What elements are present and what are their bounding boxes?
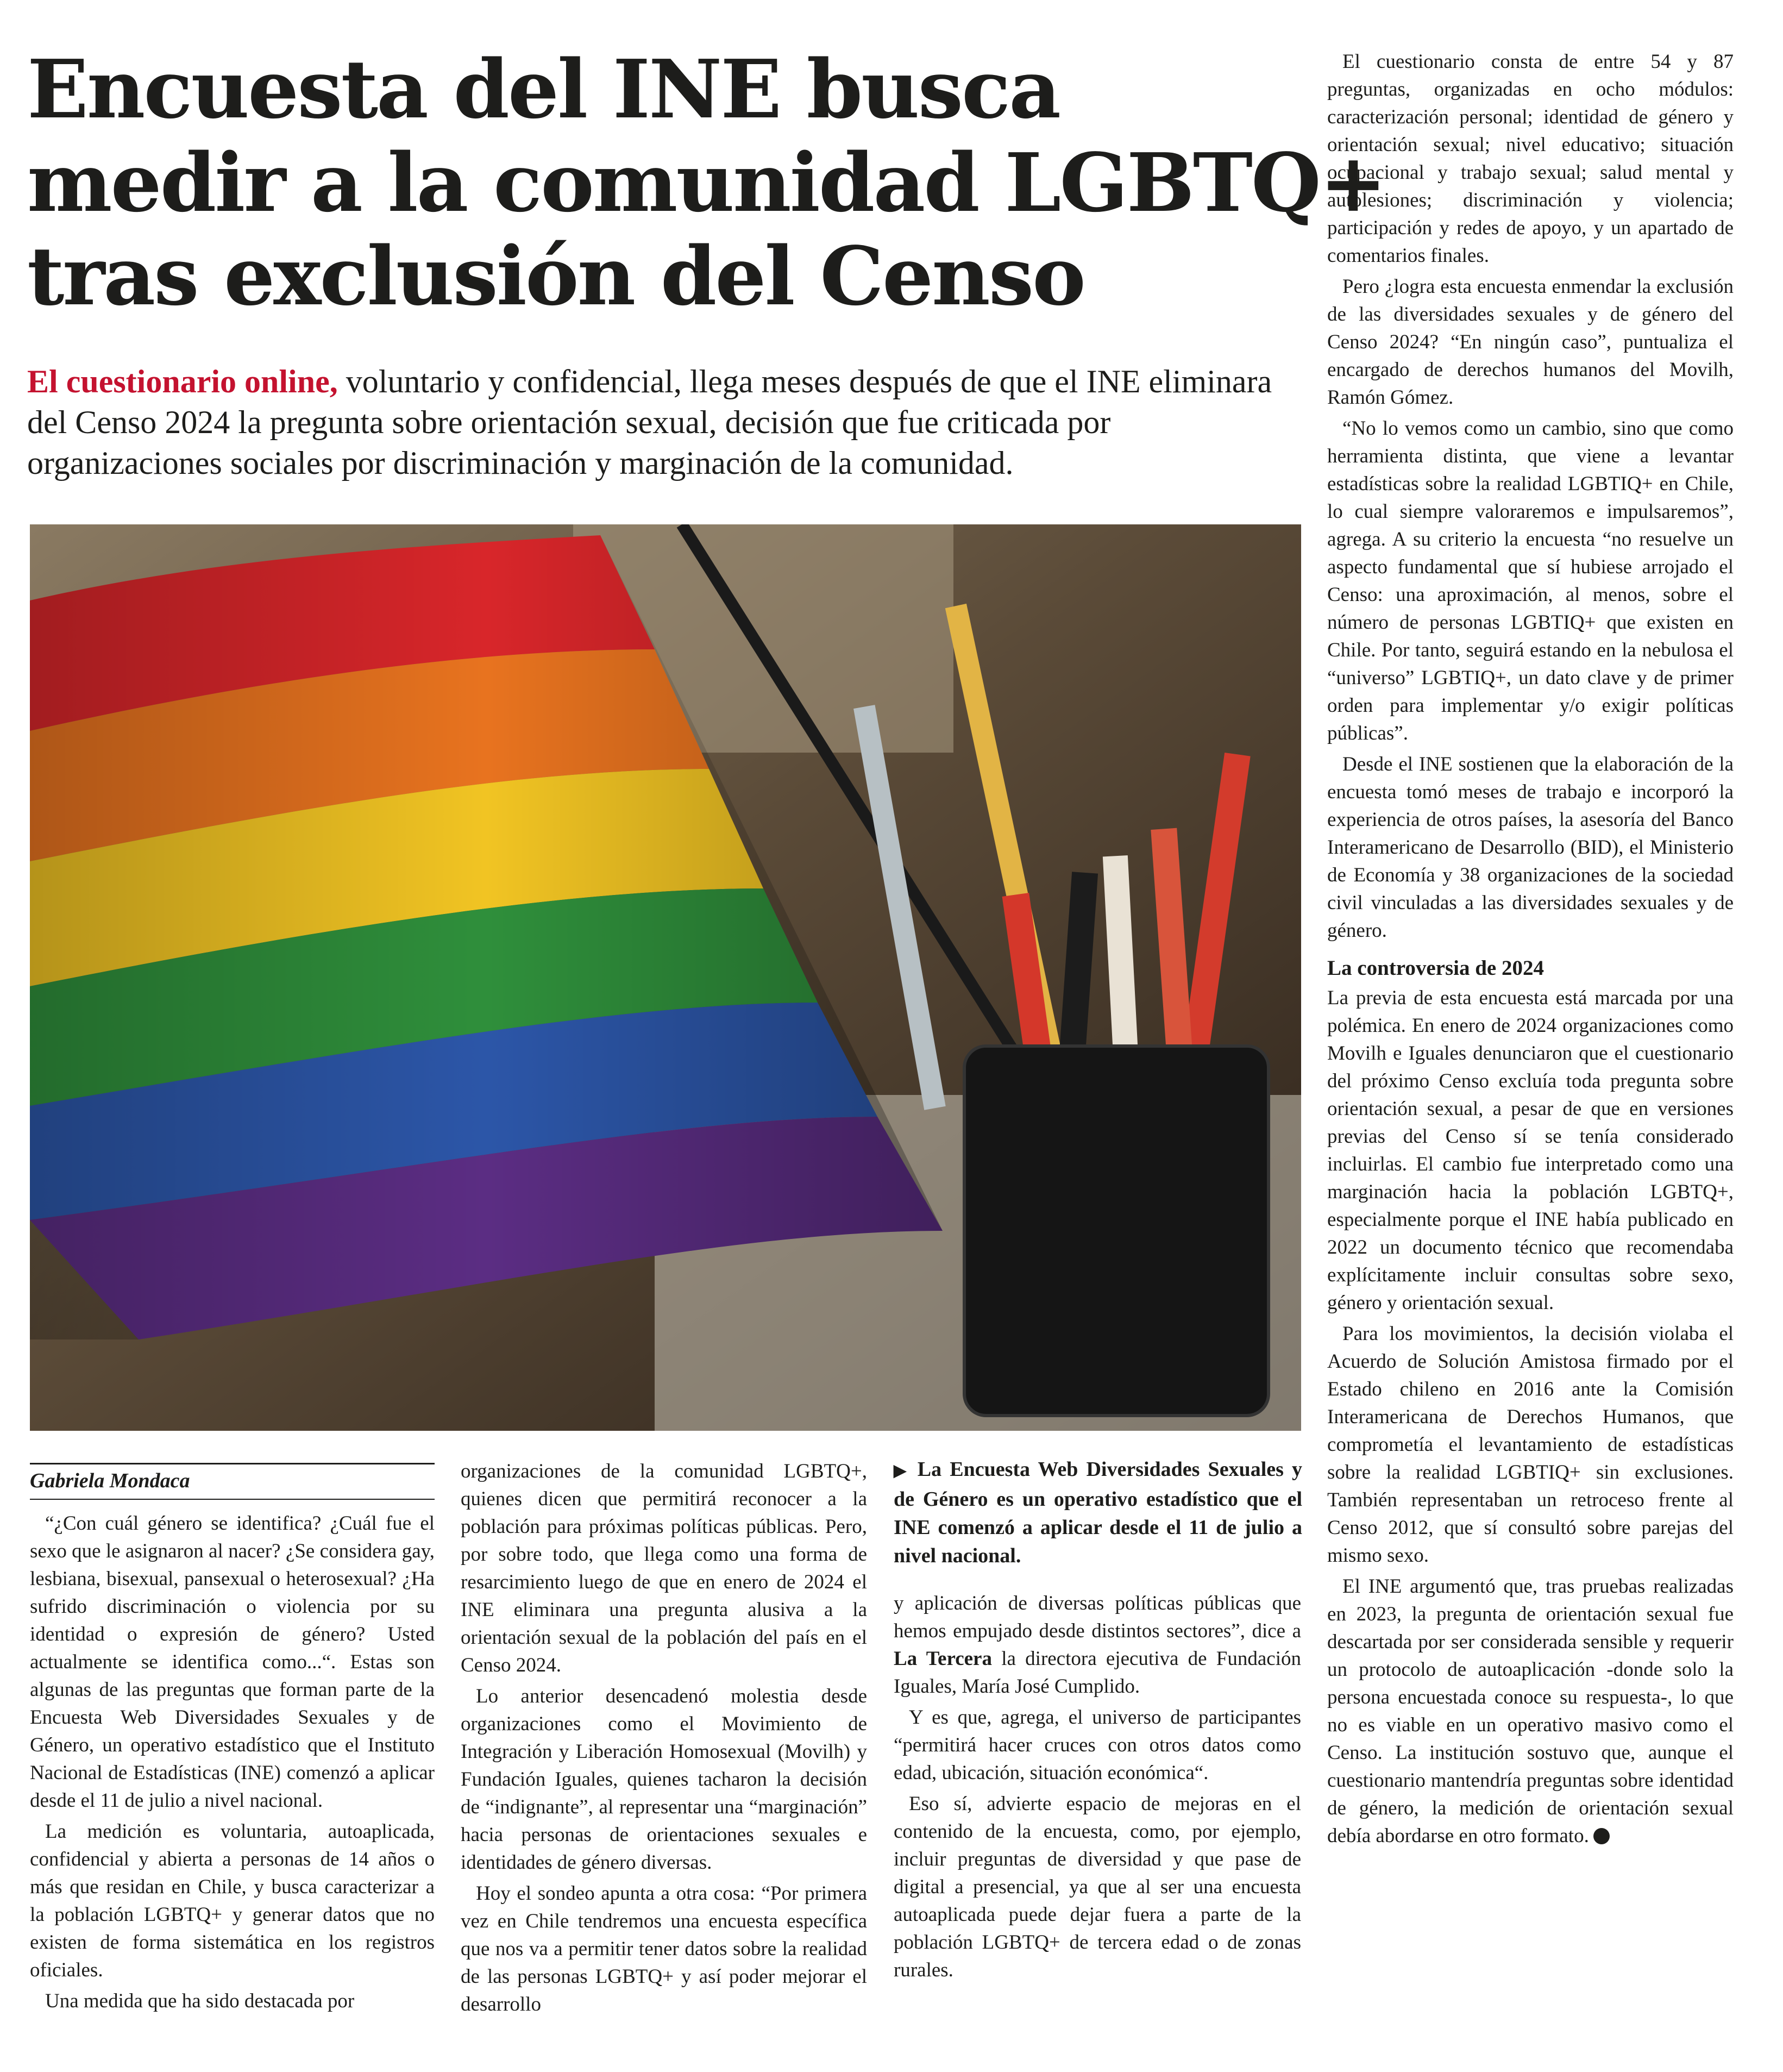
col4-paragraph-3: “No lo vemos como un cambio, sino que como herramienta distinta, que viene a levantar estadísticas sobre la realidad LGBTIQ+ en Chile, lo cual siempre valoraremos e impulsaremos”, agrega. A su criterio la encuesta “no resuelve un aspecto fundamental que sí hubiese arrojado el Censo: una aproximación, al menos, sobre el número de personas LGBTIQ+ que existen en Chile. Por tanto, seguirá estando en la nebulosa el “universo” LGBTIQ+, un dato clave y de primer orden para implementar y/o exigir políticas públicas”. bbox=[1327, 417, 1734, 744]
col2-paragraph-1: organizaciones de la comunidad LGBTQ+, quienes dicen que permitirá reconocer a la población para próximas políticas públicas. Pero, por sobre todo, que llega como una forma de resarcimiento luego de que en enero de 2024 el INE eliminara una pregunta alusiva a la orientación sexual de la población del país en el Censo 2024. bbox=[461, 1460, 867, 1676]
col2-paragraph-3: Hoy el sondeo apunta a otra cosa: “Por primera vez en Chile tendremos una encuesta específica que nos va a permitir tener datos sobre la realidad de las personas LGBTQ+ y así poder mejorar el desarrollo bbox=[461, 1882, 867, 2015]
byline: Gabriela Mondaca bbox=[30, 1469, 190, 1492]
col1-paragraph-2: La medición es voluntaria, autoaplicada, confidencial y abierta a personas de 14 años o más que residan en Chile, y busca caracterizar a la población LGBTQ+ y generar datos que no existen de forma sistemática en los registros oficiales. bbox=[30, 1820, 435, 1981]
newspaper-name: La Tercera bbox=[894, 1648, 992, 1670]
headline-line-1: Encuesta del INE busca bbox=[27, 42, 1060, 136]
col3-paragraph-2: Y es que, agrega, el universo de participantes “permitirá hacer cruces con otros datos como edad, ubicación, situación económica“. bbox=[894, 1706, 1301, 1784]
article-column-1 bbox=[30, 1510, 435, 2018]
byline-top-rule bbox=[30, 1463, 435, 1464]
col2-paragraph-2: Lo anterior desencadenó molestia desde organizaciones como el Movimiento de Integración y Liberación Homosexual (Movilh) y Fundación Iguales, quienes tacharon la decisión de “indignante”, al representar una “marginación” hacia personas de orientaciones sexuales e identidades de género diversas. bbox=[461, 1685, 867, 1874]
col4-paragraph-4: Desde el INE sostienen que la elaboración de la encuesta tomó meses de trabajo e incorporó la experiencia de otros países, la asesoría del Banco Interamericano de Desarrollo (BID), el Ministerio de Economía y 38 organizaciones de la sociedad civil vinculadas a las diversidades sexuales y de género. bbox=[1327, 753, 1734, 942]
col4-paragraph-1: El cuestionario consta de entre 54 y 87 preguntas, organizadas en ocho módulos: caracterización personal; identidad de género y orientación sexual; nivel educativo; situación ocupacional y trabajo sexual; salud mental y autolesiones; discriminación y violencia; participación y redes de apoyo, y un apartado de comentarios finales. bbox=[1327, 51, 1734, 267]
headline-line-3: tras exclusión del Censo bbox=[27, 229, 1084, 323]
triangle-bullet-icon: ▶ bbox=[894, 1462, 909, 1480]
col4-paragraph-6: Para los movimientos, la decisión violaba el Acuerdo de Solución Amistosa firmado por el Estado chileno en 2016 ante la Comisión Interamericana de Derechos Humanos, que comprometía el levantamiento de estadísticas sobre la realidad LGBTIQ+ sin exclusiones. También representaban un retroceso frente al Censo 2012, que sí consultó sobre parejas del mismo sexo. bbox=[1327, 1323, 1734, 1567]
deck-text: voluntario y confidencial, llega meses después de que el INE eliminara del Censo 2024 la pregunta sobre orientación sexual, decisión que fue criticada por organizaciones sociales por discriminación y marginación de la comunidad. bbox=[27, 364, 1272, 481]
deck bbox=[27, 361, 1309, 484]
col3-paragraph-1 bbox=[894, 1589, 1301, 1700]
col4-paragraph-5: La previa de esta encuesta está marcada por una polémica. En enero de 2024 organizaciones como Movilh e Iguales denunciaron que el cuestionario del próximo Censo excluía toda pregunta sobre orientación sexual, a pesar de que en versiones previas del Censo sí se tenía considerado incluirlas. El cambio fue interpretado como una marginación hacia la población LGBTQ+, especialmente porque el INE había publicado en 2022 un documento técnico que recomendaba explícitamente incluir consultas sobre sexo, género y orientación sexual. bbox=[1327, 987, 1734, 1314]
col4-paragraph-7-text: El INE argumentó que, tras pruebas realizadas en 2023, la pregunta de orientación sexual fue descartada por ser considerada sensible y requerir un protocolo de autoaplicación -donde solo la persona encuestada conoce su respuesta-, lo que no es viable en un operativo masivo como el Censo. La institución sostuvo que, aunque el cuestionario mantendría preguntas sobre identidad de género, la medición de orientación sexual debía abordarse en otro formato. bbox=[1327, 1575, 1734, 1847]
pride-flag-illustration bbox=[30, 524, 1301, 1431]
headline bbox=[27, 42, 1385, 323]
col4-paragraph-2: Pero ¿logra esta encuesta enmendar la exclusión de las diversidades sexuales y de género del Censo 2024? “En ningún caso”, puntualiza el encargado de derechos humanos del Movilh, Ramón Gómez. bbox=[1327, 276, 1734, 409]
pride-flag-photo bbox=[30, 524, 1301, 1431]
headline-line-2: medir a la comunidad LGBTQ+ bbox=[27, 135, 1385, 230]
callout-text: La Encuesta Web Diversidades Sexuales y de Género es un operativo estadístico que el INE comenzó a aplicar desde el 11 de julio a nivel nacional. bbox=[894, 1458, 1303, 1567]
byline-bottom-rule bbox=[30, 1499, 435, 1500]
deck-lead: El cuestionario online, bbox=[27, 364, 338, 399]
col1-paragraph-3: Una medida que ha sido destacada por bbox=[45, 1990, 355, 2012]
col4-paragraph-7 bbox=[1327, 1573, 1734, 1850]
col3-paragraph-1-text-b: la directora ejecutiva de Fundación Iguales, María José Cumplido. bbox=[894, 1648, 1301, 1698]
col3-paragraph-3: Eso sí, advierte espacio de mejoras en el contenido de la encuesta, como, por ejemplo, incluir preguntas de diversidad y que pase de digital a presencial, ya que al ser una encuesta autoaplicada puede dejar fuera a parte de la población LGBTQ+ de tercera edad o de zonas rurales. bbox=[894, 1793, 1301, 1981]
col3-paragraph-1-text-a: y aplicación de diversas políticas públicas que hemos empujado desde distintos sectores”, dice a bbox=[894, 1592, 1301, 1642]
col1-paragraph-1: “¿Con cuál género se identifica? ¿Cuál fue el sexo que le asignaron al nacer? ¿Se considera gay, lesbiana, bisexual, pansexual o heterosexual? ¿Ha sufrido discriminación o violencia por su identidad o expresión de género? Usted actualmente se identifica como...“. Estas son algunas de las preguntas que forman parte de la Encuesta Web Diversidades Sexuales y de Género, un operativo estadístico que el Instituto Nacional de Estadísticas (INE) comenzó a aplicar desde el 11 de julio a nivel nacional. bbox=[30, 1512, 435, 1812]
section-subhead: La controversia de 2024 bbox=[1327, 956, 1544, 980]
article-column-2 bbox=[461, 1457, 867, 2021]
highlight-callout bbox=[894, 1455, 1302, 1570]
article-column-3 bbox=[894, 1589, 1301, 1987]
article-column-4 bbox=[1327, 48, 1734, 1853]
end-mark-icon bbox=[1593, 1828, 1610, 1844]
